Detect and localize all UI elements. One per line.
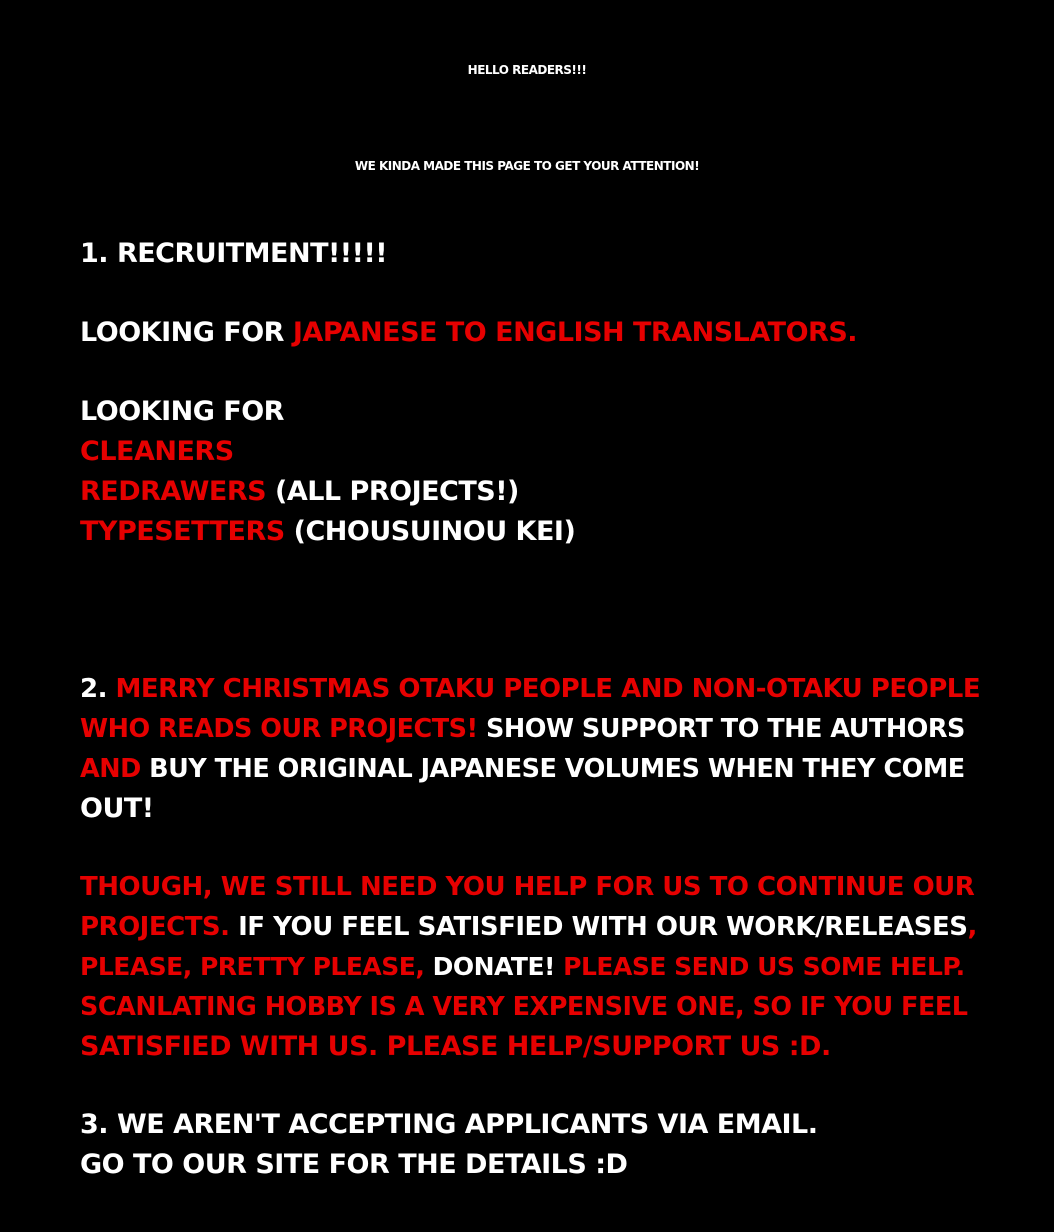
satisfied-work-text: IF YOU FEEL SATISFIED WITH OUR WORK/RELEASES <box>229 912 968 942</box>
looking-for-text-2: LOOKING FOR <box>80 396 284 427</box>
cleaners-text: CLEANERS <box>80 436 234 467</box>
site-details-text: GO TO OUR SITE FOR THE DETAILS :D <box>80 1149 628 1180</box>
section2-line2 <box>80 709 965 749</box>
no-email-text: 3. WE AREN'T ACCEPTING APPLICANTS VIA EMAIL. <box>80 1109 818 1140</box>
section1-title-text: 1. RECRUITMENT!!!!! <box>80 238 388 269</box>
send-help-text: PLEASE SEND US SOME HELP. <box>554 952 965 981</box>
show-support-text: SHOW SUPPORT TO THE AUTHORS <box>477 714 965 744</box>
though-text: THOUGH, WE STILL NEED YOU HELP FOR US TO CONTINUE OUR <box>80 872 975 902</box>
translators-text: JAPANESE TO ENGLISH TRANSLATORS. <box>292 317 858 348</box>
section3-line2 <box>80 1145 627 1185</box>
section2-line3 <box>80 749 965 789</box>
page-heading <box>0 50 1054 90</box>
buy-original-text: BUY THE ORIGINAL JAPANESE VOLUMES WHEN THEY COME <box>140 754 965 784</box>
section2-line1 <box>80 669 980 709</box>
looking-for-text: LOOKING FOR <box>80 317 293 348</box>
christmas-text: MERRY CHRISTMAS OTAKU PEOPLE AND NON-OTAKU PEOPLE <box>115 674 981 704</box>
projects-text: PROJECTS. <box>80 912 230 942</box>
redrawers-line <box>80 472 519 512</box>
redrawers-text: REDRAWERS <box>80 476 267 507</box>
section3-line1 <box>80 1105 818 1145</box>
pretty-please-text: PLEASE, PRETTY PLEASE, <box>80 952 425 981</box>
section1-translators-line <box>80 313 857 353</box>
out-text: OUT! <box>80 793 154 824</box>
section1-looking-for-line <box>80 392 284 432</box>
expensive-hobby-text: SCANLATING HOBBY IS A VERY EXPENSIVE ONE, SO IF YOU FEEL <box>80 992 968 1022</box>
redrawers-note: (ALL PROJECTS!) <box>266 476 519 507</box>
section2-number: 2. <box>80 674 116 704</box>
who-reads-text: WHO READS OUR PROJECTS! <box>80 714 478 744</box>
section2-para2-line4 <box>80 987 968 1027</box>
heading-text: HELLO READERS!!! <box>467 63 587 77</box>
subheading-text: WE KINDA MADE THIS PAGE TO GET YOUR ATTENTION! <box>354 159 700 173</box>
section2-line4 <box>80 789 154 829</box>
typesetters-note: (CHOUSUINOU KEI) <box>284 516 576 547</box>
section2-para2-line5 <box>80 1027 831 1067</box>
support-us-text: SATISFIED WITH US. PLEASE HELP/SUPPORT US :D. <box>80 1031 831 1062</box>
section2-para2-line3 <box>80 947 965 987</box>
page-subheading <box>0 146 1054 186</box>
section1-title <box>80 234 387 274</box>
comma-text: , <box>967 912 977 942</box>
section2-para2-line2 <box>80 907 977 947</box>
donate-text: DONATE! <box>424 952 555 981</box>
cleaners-line <box>80 432 234 472</box>
typesetters-text: TYPESETTERS <box>80 516 285 547</box>
typesetters-line <box>80 512 575 552</box>
section2-para2-line1 <box>80 867 974 907</box>
and-text: AND <box>80 754 141 784</box>
